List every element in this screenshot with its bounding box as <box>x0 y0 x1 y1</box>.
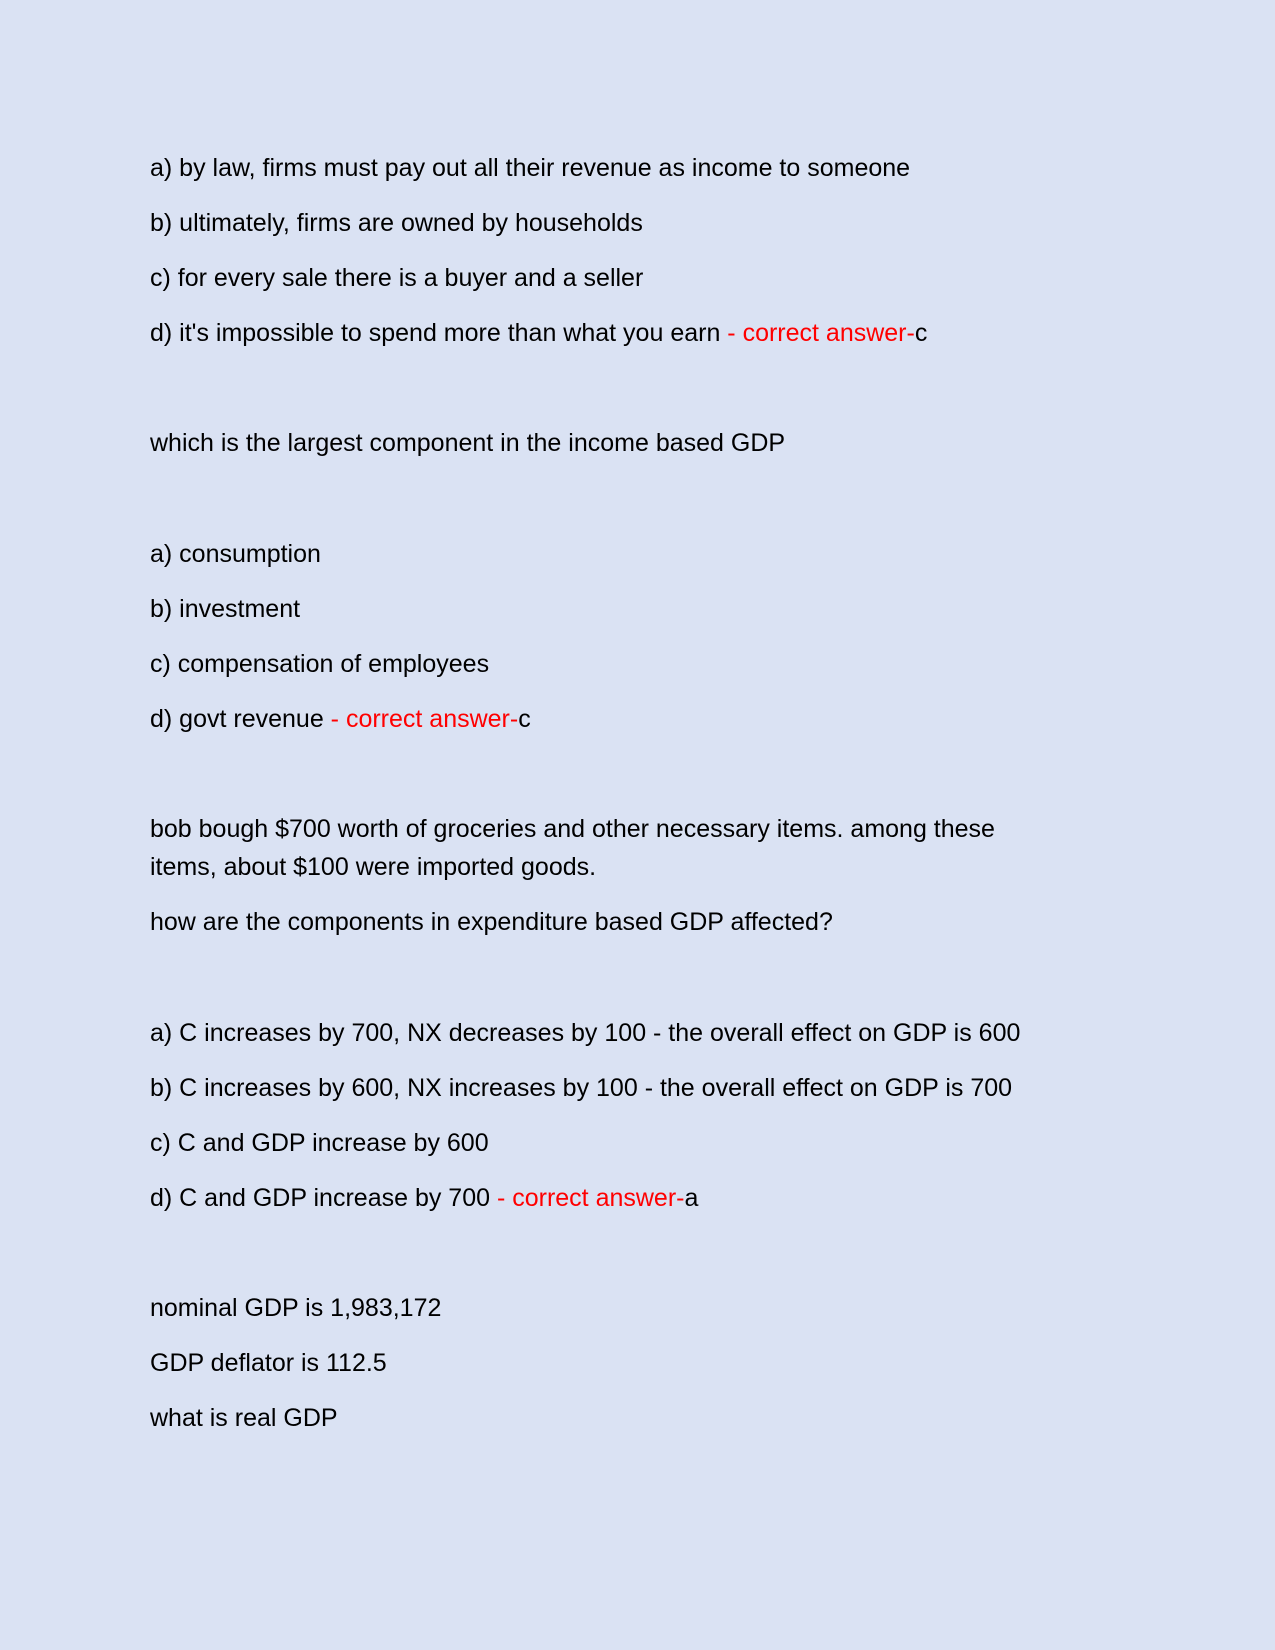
q1-option-a: a) by law, firms must pay out all their revenue as income to someone <box>150 154 911 182</box>
q3-question-line-1: bob bough $700 worth of groceries and other necessary items. among these <box>150 815 995 843</box>
q1-option-d-text: d) it's impossible to spend more than what you earn <box>150 319 728 347</box>
q2-option-d-text: d) govt revenue <box>150 705 331 733</box>
q1-option-b: b) ultimately, firms are owned by households <box>150 209 643 237</box>
q1-option-d <box>150 314 927 352</box>
q2-option-b: b) investment <box>150 595 301 623</box>
q2-question: which is the largest component in the income based GDP <box>150 429 786 457</box>
q3-question-line-3: how are the components in expenditure based GDP affected? <box>150 908 833 936</box>
q3-question-line-2: items, about $100 were imported goods. <box>150 853 597 881</box>
q3-option-d-text: d) C and GDP increase by 700 <box>150 1184 497 1212</box>
q3-option-d <box>150 1179 698 1217</box>
q3-option-c: c) C and GDP increase by 600 <box>150 1129 489 1157</box>
q4-line-3: what is real GDP <box>150 1404 338 1432</box>
q2-option-c: c) compensation of employees <box>150 650 490 678</box>
q4-line-1: nominal GDP is 1,983,172 <box>150 1294 442 1322</box>
q3-option-b: b) C increases by 600, NX increases by 100 - the overall effect on GDP is 700 <box>150 1074 1013 1102</box>
q4-line-2: GDP deflator is 112.5 <box>150 1349 387 1377</box>
q3-answer: a <box>684 1184 699 1212</box>
q1-option-c: c) for every sale there is a buyer and a seller <box>150 264 644 292</box>
q2-option-d <box>150 700 531 738</box>
document-page <box>150 0 1150 1650</box>
q1-answer-marker: - correct answer- <box>727 319 915 347</box>
q2-answer: c <box>518 705 531 733</box>
q2-option-a: a) consumption <box>150 540 321 568</box>
q1-answer: c <box>914 319 928 347</box>
q2-answer-marker: - correct answer- <box>330 705 519 733</box>
q3-answer-marker: - correct answer- <box>496 1184 685 1212</box>
q3-option-a: a) C increases by 700, NX decreases by 100 - the overall effect on GDP is 600 <box>150 1019 1021 1047</box>
